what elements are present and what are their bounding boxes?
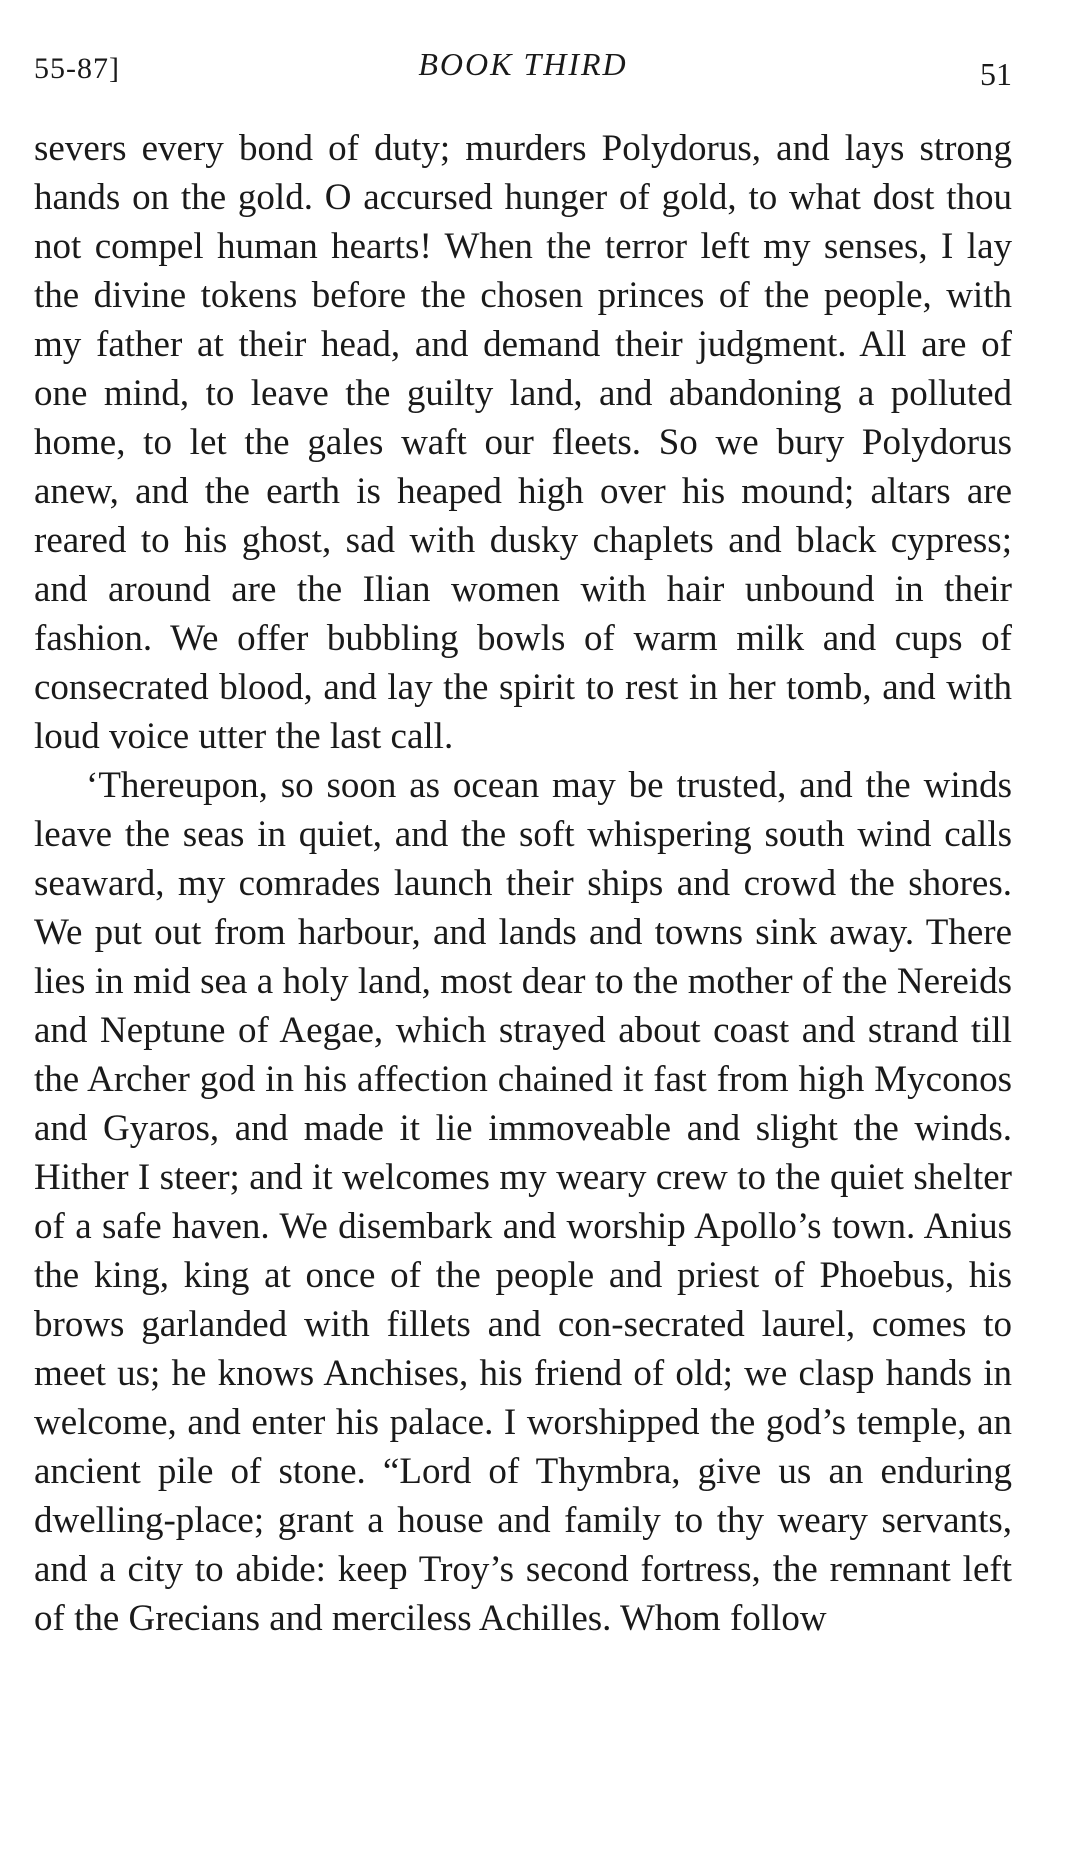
paragraph-2: ‘Thereupon, so soon as ocean may be trusted, and the winds leave the seas in quiet, and the soft whispering south wind calls seaward, my comrades launch their ships and crowd the shores. We put out from harbour, and lands and towns sink away. There lies in mid sea a holy land, most dear to the mother of the Nereids and Neptune of Aegae, which strayed about coast and strand till the Archer god in his affection chained it fast from high Myconos and Gyaros, and made it lie immoveable and slight the winds. Hither I steer; and it welcomes my weary crew to the quiet shelter of a safe haven. We disembark and worship Apollo’s town. Anius the king, king at once of the people and priest of Phoebus, his brows garlanded with fillets and con-secrated laurel, comes to meet us; he knows Anchises, his friend of old; we clasp hands in welcome, and enter his palace. I worshipped the god’s temple, an ancient pile of stone. “Lord of Thymbra, give us an enduring dwelling-place; grant a house and family to thy weary servants, and a city to abide: keep Troy’s second fortress, the remnant left of the Grecians and merciless Achilles. Whom follow <box>34 765 1012 1639</box>
running-header <box>34 46 1012 96</box>
paragraph-1: severs every bond of duty; murders Polydorus, and lays strong hands on the gold. O accursed hunger of gold, to what dost thou not compel human hearts! When the terror left my senses, I lay the divine tokens before the chosen princes of the people, with my father at their head, and demand their judgment. All are of one mind, to leave the guilty land, and abandoning a polluted home, to let the gales waft our fleets. So we bury Polydorus anew, and the earth is heaped high over his mound; altars are reared to his ghost, sad with dusky chaplets and black cypress; and around are the Ilian women with hair unbound in their fashion. We offer bubbling bowls of warm milk and cups of consecrated blood, and lay the spirit to rest in her tomb, and with loud voice utter the last call. <box>34 128 1012 757</box>
line-range: 55-87] <box>34 52 120 85</box>
page-number: 51 <box>980 56 1012 92</box>
page-body <box>34 124 1012 1643</box>
running-title: BOOK THIRD <box>418 46 628 82</box>
